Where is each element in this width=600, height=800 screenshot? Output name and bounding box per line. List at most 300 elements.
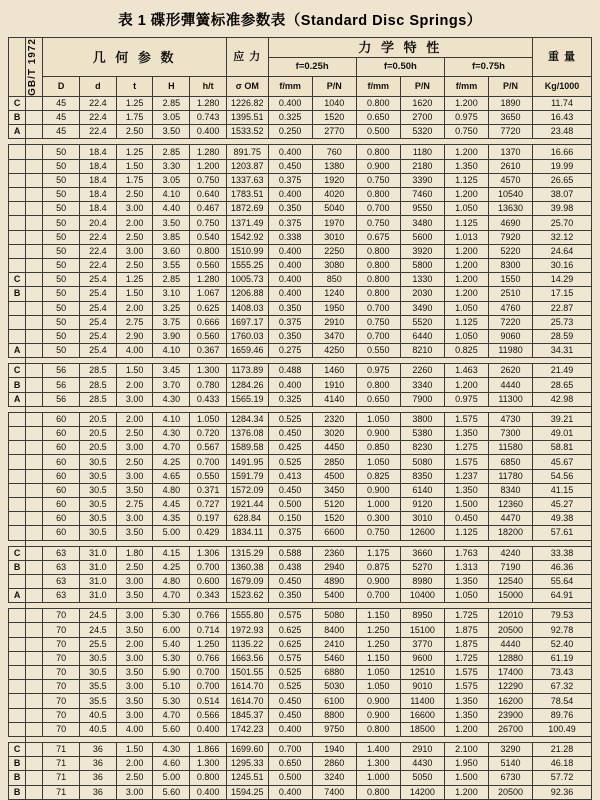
cell-P-050: 7900	[400, 392, 444, 406]
cell-sigma-om: 1371.49	[226, 216, 268, 230]
cell-t: 3.00	[116, 680, 153, 694]
cell-d: 30.5	[80, 512, 117, 526]
cell-f-050: 1.050	[356, 412, 400, 426]
mech-075h-header: f=0.75h	[444, 57, 532, 77]
cell-f-050: 0.825	[356, 469, 400, 483]
cell-weight: 49.38	[533, 512, 592, 526]
cell-H: 3.25	[153, 301, 190, 315]
cell-P-050: 8210	[400, 344, 444, 358]
cell-P-075: 4240	[488, 546, 532, 560]
cell-h-over-t: 1.067	[190, 287, 227, 301]
cell-P-050: 3340	[400, 378, 444, 392]
cell-P-025: 1040	[312, 96, 356, 110]
cell-H: 2.85	[153, 273, 190, 287]
table-row	[9, 497, 592, 511]
cell-H: 5.40	[153, 637, 190, 651]
cell-f-025: 0.588	[268, 546, 312, 560]
cell-f-025: 0.375	[268, 173, 312, 187]
cell-h-over-t: 1.300	[190, 364, 227, 378]
row-class-label	[9, 722, 26, 736]
cell-f-075: 1.725	[444, 609, 488, 623]
cell-P-050: 5080	[400, 455, 444, 469]
table-row	[9, 111, 592, 125]
cell-h-over-t: 0.720	[190, 427, 227, 441]
cell-H: 4.45	[153, 497, 190, 511]
table-row	[9, 623, 592, 637]
cell-t: 2.00	[116, 216, 153, 230]
cell-f-050: 0.500	[356, 125, 400, 139]
cell-D: 60	[43, 483, 80, 497]
table-row	[9, 441, 592, 455]
cell-t: 1.25	[116, 273, 153, 287]
cell-P-075: 16200	[488, 694, 532, 708]
cell-weight: 46.36	[533, 560, 592, 574]
cell-P-025: 2860	[312, 757, 356, 771]
cell-H: 5.00	[153, 526, 190, 540]
cell-P-025: 6880	[312, 666, 356, 680]
cell-H: 4.30	[153, 427, 190, 441]
cell-D: 71	[43, 742, 80, 756]
cell-f-050: 0.750	[356, 216, 400, 230]
cell-P-025: 2940	[312, 560, 356, 574]
table-row	[9, 273, 592, 287]
col-header-H: H	[153, 77, 190, 97]
cell-D: 70	[43, 637, 80, 651]
cell-h-over-t: 0.766	[190, 651, 227, 665]
cell-P-050: 15100	[400, 623, 444, 637]
cell-P-075: 11780	[488, 469, 532, 483]
row-class-label: B	[9, 287, 26, 301]
cell-P-050: 3390	[400, 173, 444, 187]
table-row	[9, 666, 592, 680]
cell-H: 4.60	[153, 757, 190, 771]
row-standard-cell	[26, 188, 43, 202]
cell-h-over-t: 0.560	[190, 258, 227, 272]
cell-t: 3.00	[116, 244, 153, 258]
cell-sigma-om: 1845.37	[226, 708, 268, 722]
row-class-label	[9, 526, 26, 540]
cell-h-over-t: 1.280	[190, 145, 227, 159]
row-class-label	[9, 497, 26, 511]
row-standard-cell	[26, 469, 43, 483]
cell-P-075: 4570	[488, 173, 532, 187]
cell-t: 3.50	[116, 623, 153, 637]
cell-f-025: 0.700	[268, 742, 312, 756]
cell-f-075: 1.350	[444, 427, 488, 441]
cell-P-050: 2260	[400, 364, 444, 378]
cell-D: 70	[43, 666, 80, 680]
cell-d: 36	[80, 785, 117, 799]
cell-sigma-om: 1533.52	[226, 125, 268, 139]
cell-d: 22.4	[80, 125, 117, 139]
cell-t: 1.80	[116, 546, 153, 560]
cell-weight: 92.36	[533, 785, 592, 799]
cell-f-050: 0.700	[356, 202, 400, 216]
cell-h-over-t: 0.566	[190, 708, 227, 722]
row-standard-cell	[26, 344, 43, 358]
row-standard-cell	[26, 145, 43, 159]
row-standard-cell	[26, 301, 43, 315]
cell-weight: 89.76	[533, 708, 592, 722]
cell-t: 2.50	[116, 258, 153, 272]
cell-t: 2.50	[116, 188, 153, 202]
cell-P-050: 3660	[400, 546, 444, 560]
col-header-P-025: P/N	[312, 77, 356, 97]
cell-t: 3.00	[116, 708, 153, 722]
col-header-sigma-om: σ OM	[226, 77, 268, 97]
cell-f-025: 0.450	[268, 159, 312, 173]
cell-sigma-om: 1921.44	[226, 497, 268, 511]
cell-P-050: 6140	[400, 483, 444, 497]
row-standard-cell	[26, 694, 43, 708]
cell-f-025: 0.438	[268, 560, 312, 574]
row-standard-cell	[26, 392, 43, 406]
cell-f-025: 0.425	[268, 441, 312, 455]
cell-D: 50	[43, 159, 80, 173]
cell-sigma-om: 1872.69	[226, 202, 268, 216]
cell-h-over-t: 0.400	[190, 785, 227, 799]
row-class-label	[9, 623, 26, 637]
table-row	[9, 315, 592, 329]
cell-sigma-om: 891.75	[226, 145, 268, 159]
cell-d: 31.0	[80, 574, 117, 588]
cell-f-050: 0.650	[356, 392, 400, 406]
cell-t: 3.00	[116, 441, 153, 455]
cell-D: 60	[43, 427, 80, 441]
cell-f-050: 0.300	[356, 512, 400, 526]
cell-f-025: 0.400	[268, 722, 312, 736]
cell-P-075: 1550	[488, 273, 532, 287]
cell-weight: 39.21	[533, 412, 592, 426]
cell-P-050: 3800	[400, 412, 444, 426]
cell-f-025: 0.375	[268, 216, 312, 230]
row-standard-cell	[26, 526, 43, 540]
cell-f-050: 0.700	[356, 329, 400, 343]
cell-h-over-t: 0.400	[190, 125, 227, 139]
cell-P-075: 11980	[488, 344, 532, 358]
cell-P-075: 1370	[488, 145, 532, 159]
cell-f-075: 2.100	[444, 742, 488, 756]
row-class-label	[9, 258, 26, 272]
row-standard-cell	[26, 258, 43, 272]
cell-weight: 25.73	[533, 315, 592, 329]
cell-d: 25.4	[80, 315, 117, 329]
cell-t: 2.00	[116, 757, 153, 771]
cell-h-over-t: 0.625	[190, 301, 227, 315]
cell-H: 3.85	[153, 230, 190, 244]
cell-P-075: 2610	[488, 159, 532, 173]
cell-f-025: 0.375	[268, 526, 312, 540]
cell-f-075: 1.125	[444, 526, 488, 540]
cell-h-over-t: 0.400	[190, 722, 227, 736]
row-class-label: A	[9, 344, 26, 358]
cell-P-075: 7720	[488, 125, 532, 139]
cell-P-025: 8400	[312, 623, 356, 637]
cell-sigma-om: 628.84	[226, 512, 268, 526]
col-header-t: t	[116, 77, 153, 97]
table-row	[9, 258, 592, 272]
cell-weight: 11.74	[533, 96, 592, 110]
row-standard-cell	[26, 546, 43, 560]
table-row	[9, 301, 592, 315]
cell-P-025: 1940	[312, 742, 356, 756]
row-standard-cell	[26, 412, 43, 426]
cell-d: 22.4	[80, 244, 117, 258]
cell-h-over-t: 0.540	[190, 230, 227, 244]
cell-h-over-t: 0.780	[190, 378, 227, 392]
cell-P-075: 26700	[488, 722, 532, 736]
row-standard-cell	[26, 244, 43, 258]
table-row	[9, 512, 592, 526]
cell-f-075: 1.200	[444, 287, 488, 301]
table-row	[9, 216, 592, 230]
cell-sigma-om: 1135.22	[226, 637, 268, 651]
cell-f-050: 0.800	[356, 145, 400, 159]
cell-D: 50	[43, 315, 80, 329]
cell-D: 56	[43, 392, 80, 406]
table-row	[9, 637, 592, 651]
cell-h-over-t: 1.250	[190, 637, 227, 651]
cell-H: 3.05	[153, 111, 190, 125]
cell-t: 1.25	[116, 96, 153, 110]
cell-H: 3.60	[153, 244, 190, 258]
cell-h-over-t: 0.800	[190, 771, 227, 785]
cell-weight: 49.01	[533, 427, 592, 441]
cell-weight: 73.43	[533, 666, 592, 680]
cell-P-050: 8980	[400, 574, 444, 588]
cell-H: 5.90	[153, 666, 190, 680]
row-standard-cell	[26, 708, 43, 722]
cell-D: 50	[43, 273, 80, 287]
cell-weight: 21.28	[533, 742, 592, 756]
cell-P-050: 8230	[400, 441, 444, 455]
row-class-label: B	[9, 757, 26, 771]
cell-P-050: 2030	[400, 287, 444, 301]
row-class-label: B	[9, 771, 26, 785]
cell-P-025: 3080	[312, 258, 356, 272]
cell-D: 50	[43, 216, 80, 230]
row-class-label	[9, 145, 26, 159]
cell-P-025: 1460	[312, 364, 356, 378]
col-header-weight-unit: Kg/1000	[533, 77, 592, 97]
cell-f-050: 1.050	[356, 455, 400, 469]
cell-d: 24.5	[80, 623, 117, 637]
cell-P-075: 12360	[488, 497, 532, 511]
row-standard-cell	[26, 427, 43, 441]
table-row	[9, 188, 592, 202]
cell-f-025: 0.400	[268, 244, 312, 258]
mech-025h-header: f=0.25h	[268, 57, 356, 77]
cell-h-over-t: 1.050	[190, 412, 227, 426]
cell-d: 30.5	[80, 666, 117, 680]
cell-P-025: 760	[312, 145, 356, 159]
table-row	[9, 159, 592, 173]
cell-sigma-om: 1659.46	[226, 344, 268, 358]
cell-sigma-om: 1203.87	[226, 159, 268, 173]
cell-H: 4.40	[153, 202, 190, 216]
cell-f-075: 1.575	[444, 666, 488, 680]
cell-f-025: 0.350	[268, 329, 312, 343]
row-class-label	[9, 694, 26, 708]
cell-sigma-om: 1742.23	[226, 722, 268, 736]
cell-f-050: 0.900	[356, 574, 400, 588]
cell-f-025: 0.500	[268, 771, 312, 785]
row-standard-cell	[26, 651, 43, 665]
cell-weight: 92.78	[533, 623, 592, 637]
cell-f-025: 0.450	[268, 427, 312, 441]
cell-D: 50	[43, 344, 80, 358]
cell-sigma-om: 1565.19	[226, 392, 268, 406]
row-standard-cell	[26, 666, 43, 680]
cell-h-over-t: 0.467	[190, 202, 227, 216]
cell-H: 3.70	[153, 378, 190, 392]
cell-H: 4.30	[153, 742, 190, 756]
cell-h-over-t: 0.743	[190, 111, 227, 125]
mechanical-group-header: 力 学 特 性	[268, 38, 532, 58]
cell-sigma-om: 1491.95	[226, 455, 268, 469]
cell-t: 3.00	[116, 609, 153, 623]
cell-f-050: 0.800	[356, 722, 400, 736]
cell-H: 3.90	[153, 329, 190, 343]
cell-P-075: 7220	[488, 315, 532, 329]
cell-f-025: 0.150	[268, 512, 312, 526]
cell-P-025: 2910	[312, 315, 356, 329]
cell-sigma-om: 1783.51	[226, 188, 268, 202]
cell-sigma-om: 1760.03	[226, 329, 268, 343]
row-standard-cell	[26, 455, 43, 469]
cell-d: 35.5	[80, 694, 117, 708]
row-class-label	[9, 441, 26, 455]
cell-P-025: 2320	[312, 412, 356, 426]
cell-H: 3.50	[153, 216, 190, 230]
cell-weight: 41.15	[533, 483, 592, 497]
cell-t: 3.00	[116, 574, 153, 588]
cell-P-075: 5220	[488, 244, 532, 258]
cell-D: 70	[43, 708, 80, 722]
cell-sigma-om: 1555.25	[226, 258, 268, 272]
row-standard-cell	[26, 483, 43, 497]
cell-H: 3.05	[153, 173, 190, 187]
cell-t: 3.00	[116, 785, 153, 799]
cell-f-050: 0.750	[356, 315, 400, 329]
cell-P-025: 5040	[312, 202, 356, 216]
row-standard-cell	[26, 315, 43, 329]
row-standard-cell	[26, 273, 43, 287]
table-row	[9, 757, 592, 771]
table-row	[9, 708, 592, 722]
row-class-label	[9, 159, 26, 173]
cell-h-over-t: 0.640	[190, 188, 227, 202]
cell-h-over-t: 0.700	[190, 455, 227, 469]
cell-d: 35.5	[80, 680, 117, 694]
cell-d: 18.4	[80, 173, 117, 187]
class-col-header	[9, 38, 26, 97]
cell-P-025: 4500	[312, 469, 356, 483]
cell-H: 4.30	[153, 392, 190, 406]
cell-f-075: 1.050	[444, 301, 488, 315]
row-standard-cell	[26, 125, 43, 139]
cell-P-075: 11300	[488, 392, 532, 406]
cell-weight: 32.12	[533, 230, 592, 244]
cell-f-050: 1.000	[356, 497, 400, 511]
cell-f-025: 0.450	[268, 483, 312, 497]
cell-f-075: 0.975	[444, 392, 488, 406]
cell-d: 20.4	[80, 216, 117, 230]
cell-weight: 34.31	[533, 344, 592, 358]
cell-P-025: 4140	[312, 392, 356, 406]
cell-f-075: 1.350	[444, 483, 488, 497]
cell-sigma-om: 1663.56	[226, 651, 268, 665]
cell-sigma-om: 1614.70	[226, 694, 268, 708]
cell-P-075: 4690	[488, 216, 532, 230]
cell-sigma-om: 1408.03	[226, 301, 268, 315]
cell-P-075: 12290	[488, 680, 532, 694]
row-standard-cell	[26, 512, 43, 526]
row-class-label	[9, 680, 26, 694]
cell-f-050: 1.300	[356, 757, 400, 771]
table-row	[9, 574, 592, 588]
cell-t: 3.00	[116, 202, 153, 216]
cell-P-025: 4250	[312, 344, 356, 358]
cell-D: 50	[43, 202, 80, 216]
cell-P-025: 2360	[312, 546, 356, 560]
table-row	[9, 173, 592, 187]
cell-weight: 45.27	[533, 497, 592, 511]
cell-f-050: 0.800	[356, 258, 400, 272]
cell-weight: 38.07	[533, 188, 592, 202]
cell-P-075: 6730	[488, 771, 532, 785]
cell-h-over-t: 1.200	[190, 159, 227, 173]
cell-f-050: 0.900	[356, 159, 400, 173]
cell-P-050: 6440	[400, 329, 444, 343]
cell-f-075: 0.975	[444, 111, 488, 125]
cell-P-075: 7920	[488, 230, 532, 244]
cell-P-025: 3020	[312, 427, 356, 441]
table-body	[9, 96, 592, 799]
cell-f-075: 1.500	[444, 771, 488, 785]
cell-f-025: 0.413	[268, 469, 312, 483]
cell-h-over-t: 0.750	[190, 173, 227, 187]
cell-D: 50	[43, 329, 80, 343]
cell-D: 63	[43, 546, 80, 560]
cell-f-025: 0.400	[268, 273, 312, 287]
cell-D: 50	[43, 258, 80, 272]
cell-f-075: 1.013	[444, 230, 488, 244]
cell-d: 30.5	[80, 455, 117, 469]
mech-050h-header: f=0.50h	[356, 57, 444, 77]
cell-sigma-om: 1245.51	[226, 771, 268, 785]
cell-f-025: 0.625	[268, 637, 312, 651]
cell-P-075: 15000	[488, 589, 532, 603]
cell-D: 50	[43, 145, 80, 159]
cell-weight: 28.59	[533, 329, 592, 343]
cell-H: 4.10	[153, 412, 190, 426]
table-row	[9, 230, 592, 244]
cell-D: 70	[43, 680, 80, 694]
cell-P-025: 3240	[312, 771, 356, 785]
row-standard-cell	[26, 287, 43, 301]
cell-P-025: 1950	[312, 301, 356, 315]
cell-weight: 64.91	[533, 589, 592, 603]
cell-D: 70	[43, 623, 80, 637]
cell-f-050: 1.050	[356, 666, 400, 680]
cell-P-075: 3290	[488, 742, 532, 756]
cell-H: 4.80	[153, 483, 190, 497]
cell-H: 3.75	[153, 315, 190, 329]
cell-sigma-om: 1614.70	[226, 680, 268, 694]
row-class-label	[9, 427, 26, 441]
row-class-label	[9, 230, 26, 244]
